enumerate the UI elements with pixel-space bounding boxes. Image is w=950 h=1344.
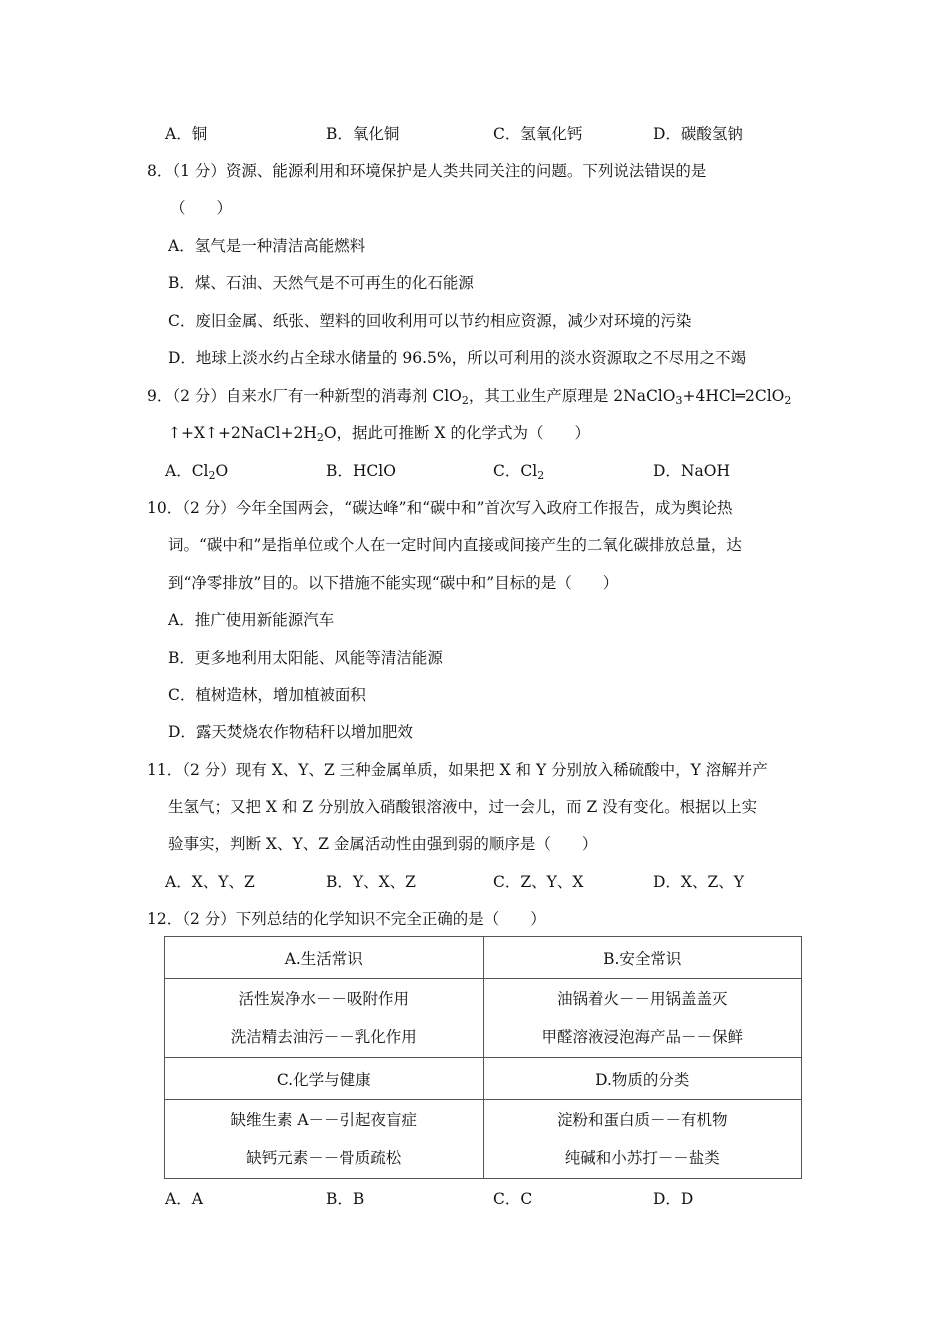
q8-stem-line2: （ ） [170,199,233,217]
q7-option-c[interactable]: C．氢氧化钙 [493,125,583,143]
q9-stem-line2 [168,423,590,443]
q12-option-b[interactable]: B．B [326,1190,365,1208]
q11-stem-line1: 11．（2 分）现有 X、Y、Z 三种金属单质，如果把 X 和 Y 分别放入稀硫酸中，Y 溶解并产 [147,761,768,779]
q11-option-c[interactable]: C．Z、Y、X [493,873,584,891]
q9-l1a: 9．（2 分）自来水厂有一种新型的消毒剂 ClO [147,387,462,405]
q9-opt-a-text: A．Cl [165,462,209,480]
table-cell-b-body [483,979,802,1058]
q9-l2s1: 2 [316,431,324,444]
q10-option-d[interactable]: D．露天焚烧农作物秸秆以增加肥效 [168,723,413,741]
table-cell-b-head: B.安全常识 [483,937,802,979]
table-cell-d-head: D.物质的分类 [483,1058,802,1100]
q9-opt-c-sub: 2 [537,469,545,482]
q8-option-c[interactable]: C．废旧金属、纸张、塑料的回收利用可以节约相应资源，减少对环境的污染 [168,312,692,330]
q9-l1s2: 3 [675,394,683,407]
q11-option-b[interactable]: B．Y、X、Z [326,873,416,891]
q8-option-b[interactable]: B．煤、石油、天然气是不可再生的化石能源 [168,274,474,292]
q10-option-c[interactable]: C．植树造林，增加植被面积 [168,686,366,704]
knowledge-table [164,936,802,1179]
q10-stem-line2: 词。“碳中和”是指单位或个人在一定时间内直接或间接产生的二氧化碳排放总量，达 [168,536,742,554]
table-b-item-2: 甲醛溶液浸泡海产品－－保鲜 [541,1028,743,1046]
q9-l1c: +4HCl═2ClO [682,387,785,405]
q11-option-a[interactable]: A．X、Y、Z [165,873,255,891]
table-cell-c-head: C.化学与健康 [165,1058,484,1100]
q8-stem-line1: 8．（1 分）资源、能源利用和环境保护是人类共同关注的问题。下列说法错误的是 [147,162,707,180]
q10-stem-line3: 到“净零排放”目的。以下措施不能实现“碳中和”目标的是（ ） [168,574,619,592]
q7-option-b[interactable]: B．氧化铜 [326,125,400,143]
table-c-item-2: 缺钙元素－－骨质疏松 [246,1149,402,1167]
q8-option-a[interactable]: A．氢气是一种清洁高能燃料 [168,237,366,255]
q12-option-d[interactable]: D．D [653,1190,694,1208]
table-a-item-1: 活性炭净水－－吸附作用 [238,990,409,1008]
table-d-item-1: 淀粉和蛋白质－－有机物 [556,1111,728,1129]
q11-option-d[interactable]: D．X、Z、Y [653,873,744,891]
q9-l1b: ，其工业生产原理是 2NaClO [468,387,676,405]
table-d-item-2: 纯碱和小苏打－－盐类 [564,1149,720,1167]
q9-opt-c-text: C．Cl [493,462,538,480]
q9-opt-a-sub: 2 [208,469,216,482]
q10-option-a[interactable]: A．推广使用新能源汽车 [168,611,335,629]
q12-option-c[interactable]: C．C [493,1190,533,1208]
table-a-item-2: 洗洁精去油污－－乳化作用 [230,1028,417,1046]
table-b-item-1: 油锅着火－－用锅盖盖灭 [556,990,728,1008]
q9-option-b[interactable]: B．HClO [326,462,396,480]
table-cell-c-body [165,1100,484,1179]
q7-option-a[interactable]: A．铜 [165,125,208,143]
q7-option-d[interactable]: D．碳酸氢钠 [653,125,743,143]
table-c-item-1: 缺维生素 A－－引起夜盲症 [230,1111,418,1129]
q12-option-a[interactable]: A．A [165,1190,203,1208]
q11-stem-line3: 验事实，判断 X、Y、Z 金属活动性由强到弱的顺序是（ ） [168,835,598,853]
q9-option-a[interactable] [165,461,228,481]
q10-option-b[interactable]: B．更多地利用太阳能、风能等清洁能源 [168,649,443,667]
table-cell-a-head: A.生活常识 [165,937,484,979]
q9-stem-line1 [147,386,791,406]
q9-option-c[interactable] [493,461,544,481]
q9-opt-a-tail: O [215,462,229,480]
q11-stem-line2: 生氢气；又把 X 和 Z 分别放入硝酸银溶液中，过一会儿，而 Z 没有变化。根据以上实 [168,798,758,816]
q9-l2a: ↑+X↑+2NaCl+2H [168,424,317,442]
q12-stem-line1: 12．（2 分）下列总结的化学知识不完全正确的是（ ） [147,910,546,928]
q9-option-d[interactable]: D．NaOH [653,462,730,480]
q9-l2b: O，据此可推断 X 的化学式为（ ） [323,424,590,442]
table-cell-a-body [165,979,484,1058]
q9-l1s3: 2 [784,394,792,407]
q10-stem-line1: 10．（2 分）今年全国两会，“碳达峰”和“碳中和”首次写入政府工作报告，成为舆论热 [147,499,733,517]
table-cell-d-body [483,1100,802,1179]
q8-option-d[interactable]: D．地球上淡水约占全球水储量的 96.5%，所以可利用的淡水资源取之不尽用之不竭 [168,349,747,367]
q9-l1s1: 2 [461,394,469,407]
